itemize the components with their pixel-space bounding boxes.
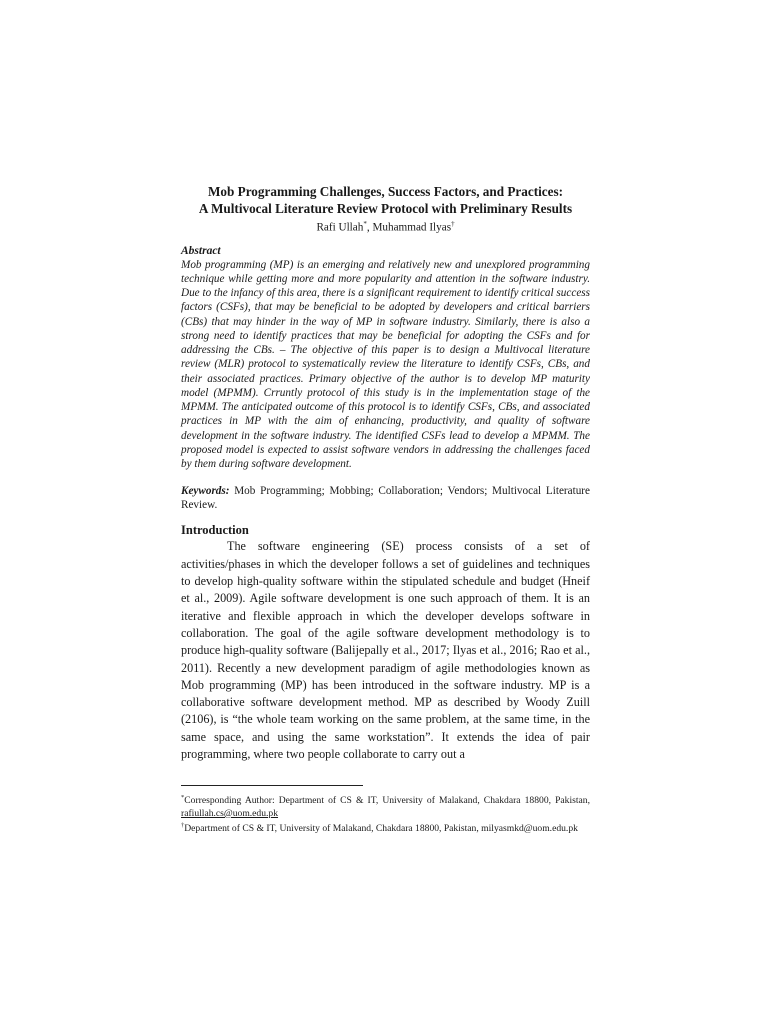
abstract-text: Mob programming (MP) is an emerging and relatively new and unexplored programming technique while getting more and more popularity and attention in the software industry. Due to the infancy of this area, there is a significant requirement to identify critical success factors (CSFs), that may be beneficial to be adopted by developers and critical barriers (CBs) that may hinder in the way of MP in software industry. Similarly, there is also a strong need to identify practices that may be beneficial for adopting the CSFs and for addressing the CBs. – The objective of this paper is to design a Multivocal literature review (MLR) protocol to systematically review the literature to identify CSFs, CBs, and their associated practices. Primary objective of the author is to develop MP maturity model (MPMM). Crruntly protocol of this study is in the implementation stage of the MPMM. The anticipated outcome of this protocol is to identify CSFs, CBs, and associated practices in MP with the aim of enhancing, productivity, and quality of software development in the software industry. The identified CSFs lead to develop a MPMM. The proposed model is expected to assist software vendors in addressing the challenges faced by them during software development. [181, 258, 590, 471]
footnote-1 [181, 792, 590, 820]
abstract-heading: Abstract [181, 244, 221, 257]
paper-title-line-2: A Multivocal Literature Review Protocol with Preliminary Results [198, 200, 573, 216]
footnote-1-email-link[interactable]: rafiullah.cs@uom.edu.pk [181, 807, 279, 819]
author-separator: , [366, 221, 373, 234]
footnote-1-text: Corresponding Author: Department of CS & IT, University of Malakand, Chakdara 18800, Pakistan, [184, 795, 590, 807]
author-line [181, 217, 590, 235]
footnote-2-text: Department of CS & IT, University of Malakand, Chakdara 18800, Pakistan, milyasmkd@uom.edu.pk [184, 823, 578, 835]
author-1: Rafi Ullah [316, 221, 364, 234]
paper-title-line-1: Mob Programming Challenges, Success Factors, and Practices: [207, 184, 564, 199]
footnote-rule [181, 785, 363, 786]
author-1-mark: * [363, 220, 367, 228]
keywords-text: Mob Programming; Mobbing; Collaboration; Vendors; Multivocal Literature Review. [181, 485, 590, 512]
introduction-text: The software engineering (SE) process consists of a set of activities/phases in which the developer follows a set of guidelines and techniques to develop high-quality software within the stipulated schedule and budget (Hneif et al., 2009). Agile software development is one such approach of them. It is an iterative and flexible approach in which the developer develops software in collaboration. The goal of the agile software development methodology is to produce high-quality software (Balijepally et al., 2017; Ilyas et al., 2016; Rao et al., 2011). Recently a new development paradigm of agile methodologies known as Mob programming (MP) has been introduced in the software industry. MP is a collaborative software development method. MP as described by Woody Zuill (2106), is “the whole team working on the same problem, at the same time, in the same space, and using the same workstation”. It extends the idea of pair programming, where two people collaborate to carry out a [181, 539, 590, 762]
keywords-label: Keywords: [181, 485, 230, 498]
paper-title [181, 184, 590, 217]
keywords-paragraph [181, 484, 590, 512]
introduction-heading: Introduction [181, 523, 249, 538]
footnote-2 [181, 820, 590, 835]
author-2: Muhammad Ilyas [372, 221, 452, 234]
author-2-mark: † [451, 220, 455, 228]
footnote-1-mark: * [181, 794, 185, 802]
footnote-2-mark: † [181, 821, 185, 829]
paper-page [181, 184, 590, 835]
